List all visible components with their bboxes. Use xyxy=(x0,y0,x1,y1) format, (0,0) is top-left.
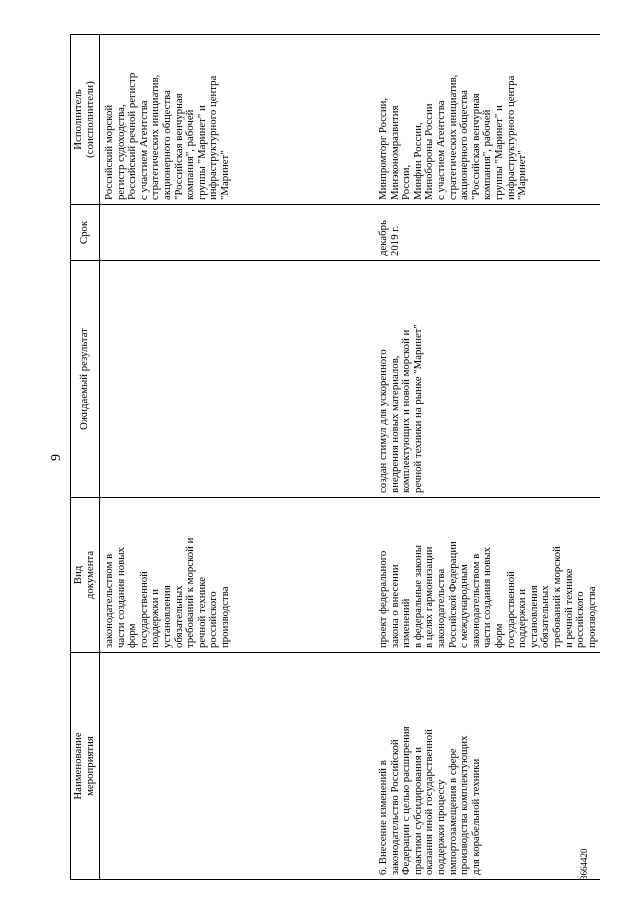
table-row xyxy=(368,35,600,880)
cell-executor: Российский морской регистр судоходства, Российский речной регистр с участием Агентства стратегических инициатив, акционерного общества "Российская венчурная компания", рабочей группы "Маринет" и инфраструктурного центра "Маринет" xyxy=(100,35,369,205)
cell-result xyxy=(100,261,369,498)
cell-term xyxy=(100,205,369,261)
cell-name: 6. Внесение изменений в законодательство Российской Федерации с целью расширения практики субсидирования и оказания иной государственной поддержки процессу импортозамещения в сфере производства комплектующих для корабельной техники xyxy=(368,653,600,880)
page-number: 9 xyxy=(49,454,64,461)
cell-document: законодательством в части создания новых форм государственной поддержки и установления обязательных требований к морской и речной технике российского производства xyxy=(100,498,369,653)
cell-executor: Минпромторг России, Минэкономразвития России, Минфин России, Минобороны России с участием Агентства стратегических инициатив, акционерного общества "Российская венчурная компания", рабочей группы "Маринет" и инфраструктурного центра "Маринет" xyxy=(368,35,600,205)
cell-result: создан стимул для ускоренного внедрения новых материалов, комплектующих и новой морской и речной техники на рынке "Маринет" xyxy=(368,261,600,498)
header-name: Наименование мероприятия xyxy=(71,653,100,880)
header-term: Срок xyxy=(71,205,100,261)
rotated-page xyxy=(36,35,596,880)
table-header-row xyxy=(71,35,100,880)
document-id: 3664420 xyxy=(579,848,589,880)
header-result: Ожидаемый результат xyxy=(71,261,100,498)
table-row xyxy=(100,35,369,880)
header-document: Вид документа xyxy=(71,498,100,653)
header-executor: Исполнитель (соисполнители) xyxy=(71,35,100,205)
cell-name xyxy=(100,653,369,880)
cell-document: проект федерального закона о внесении изменений в федеральные законы в целях гармонизации законодательства Российской Федерации с международным законодательством в части создания новых форм государственной поддержки и установления обязательных требований к морской и речной технике российского производства xyxy=(368,498,600,653)
cell-term: декабрь 2019 г. xyxy=(368,205,600,261)
measures-table xyxy=(70,34,600,880)
